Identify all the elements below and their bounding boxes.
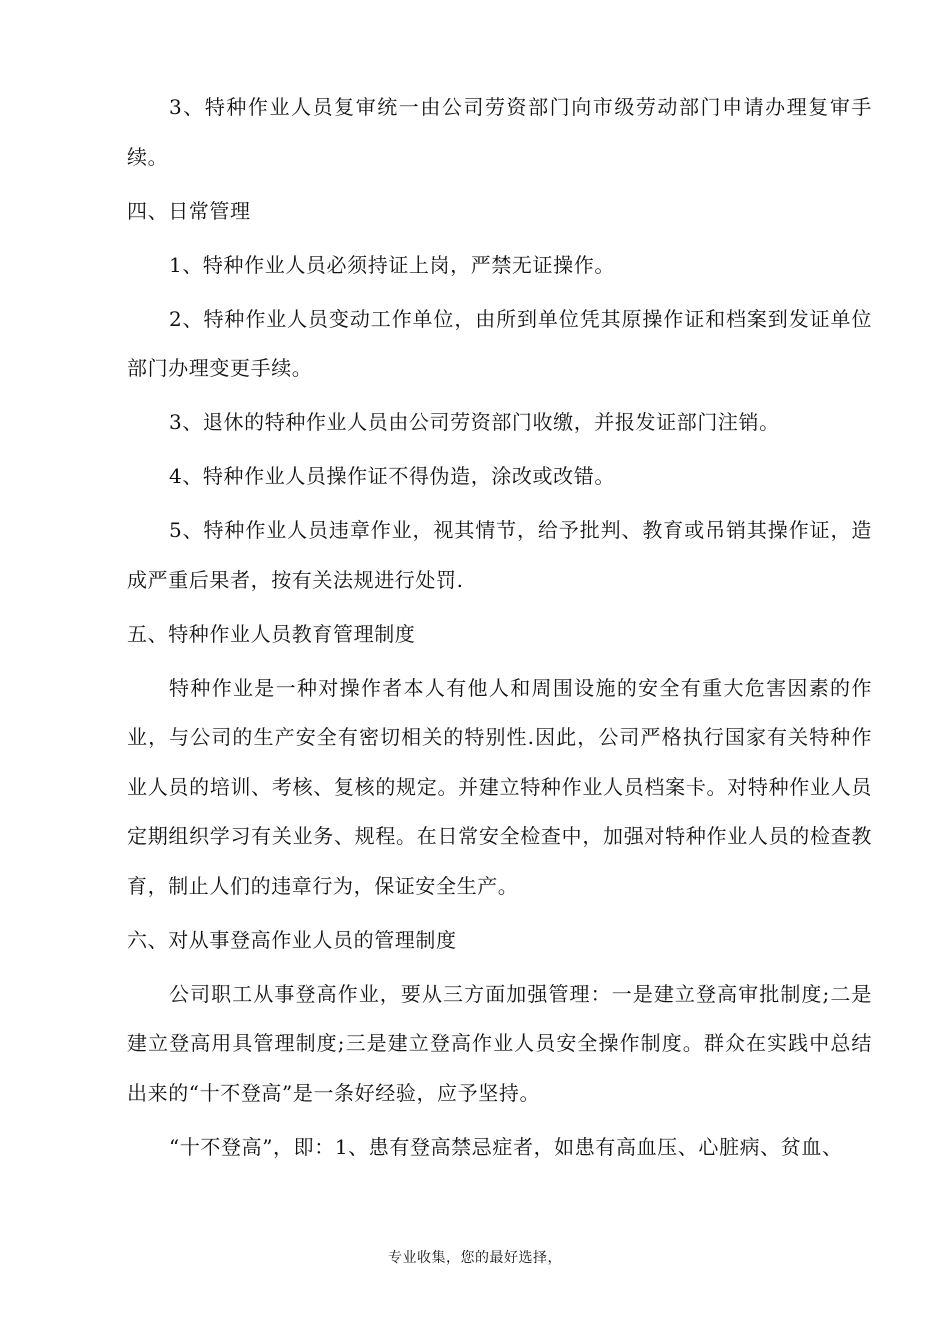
paragraph-certificate-required: 1、特种作业人员必须持证上岗，严禁无证操作。 bbox=[169, 252, 615, 277]
paragraph-height-work-management: 公司职工从事登高作业，要从三方面加强管理：一是建立登高审批制度;二是建立登高用具管理制度;三是建立登高作业人员安全操作制度。群众在实践中总结出来的“十不登高”是一条好经验，应予坚持。 bbox=[127, 981, 872, 1105]
paragraph-ten-rules: “十不登高”，即：1、患有登高禁忌症者，如患有高血压、心脏病、贫血、 bbox=[169, 1134, 843, 1159]
paragraph-no-forgery: 4、特种作业人员操作证不得伪造，涂改或改错。 bbox=[169, 464, 615, 488]
section-heading-height-work-system: 六、对从事登高作业人员的管理制度 bbox=[127, 927, 457, 952]
paragraph-special-work-definition: 特种作业是一种对操作者本人有他人和周围设施的安全有重大危害因素的作业，与公司的生产安全有密切相关的特别性.因此，公司严格执行国家有关特种作业人员的培训、考核、复核的规定。并建立特种作业人员档案卡。对特种作业人员定期组织学习有关业务、规程。在日常安全检查中，加强对特种作业人员的检查教育，制止人们的违章行为，保证安全生产。 bbox=[127, 675, 872, 898]
paragraph-review-procedure: 3、特种作业人员复审统一由公司劳资部门向市级劳动部门申请办理复审手续。 bbox=[127, 95, 872, 169]
paragraph-unit-change: 2、特种作业人员变动工作单位，由所到单位凭其原操作证和档案到发证单位部门办理变更手续。 bbox=[127, 306, 872, 380]
paragraph-violations: 5、特种作业人员违章作业，视其情节，给予批判、教育或吊销其操作证，造成严重后果者，按有关法规进行处罚. bbox=[127, 518, 872, 592]
document-body bbox=[127, 83, 872, 1177]
page-footer: 专业收集，您的最好选择， bbox=[388, 1250, 562, 1266]
paragraph-retirement: 3、退休的特种作业人员由公司劳资部门收缴，并报发证部门注销。 bbox=[169, 410, 780, 434]
section-heading-education-system: 五、特种作业人员教育管理制度 bbox=[127, 621, 416, 646]
section-heading-daily-management: 四、日常管理 bbox=[127, 198, 251, 223]
